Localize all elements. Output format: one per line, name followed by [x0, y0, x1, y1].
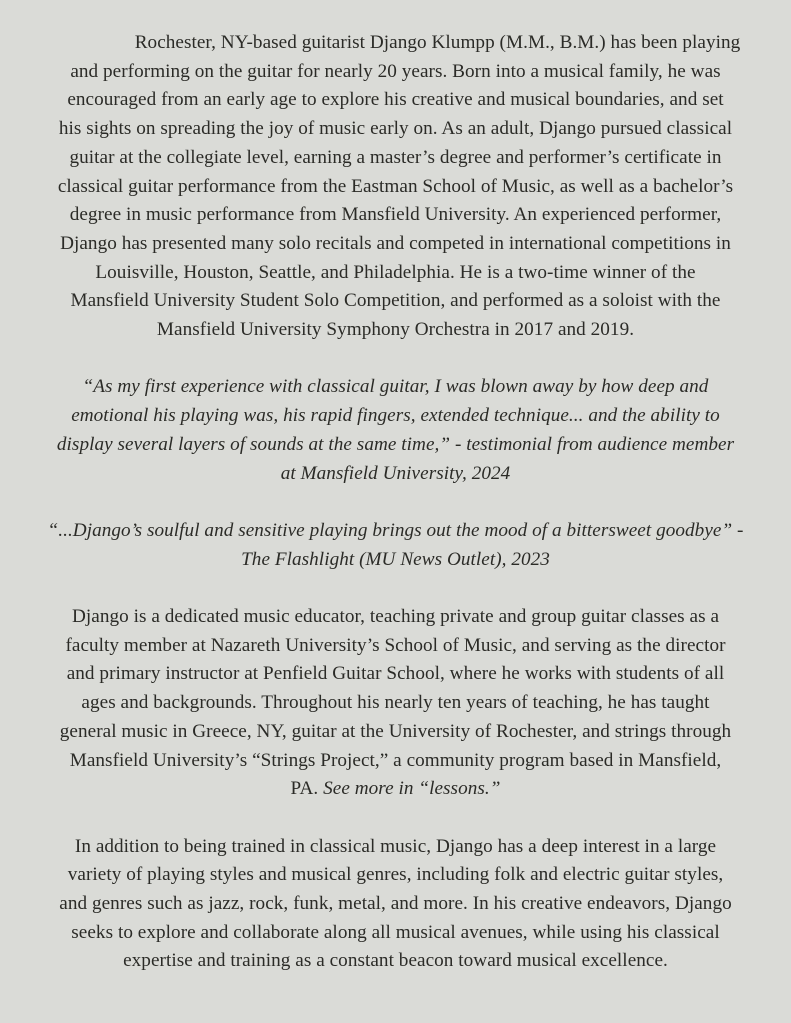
paragraph-spacer — [14, 804, 777, 833]
quote-line: “As my first experience with classical guitar, I was blown away by how deep and — [82, 376, 709, 398]
text-line: ages and backgrounds. Throughout his nearly ten years of teaching, he has taught — [81, 692, 710, 714]
text-line: variety of playing styles and musical genres, including folk and electric guitar styles, — [67, 864, 724, 886]
text-line: and performing on the guitar for nearly 20 years. Born into a musical family, he was — [70, 60, 721, 82]
quote-line: The Flashlight (MU News Outlet), 2023 — [241, 548, 550, 570]
paragraph-spacer — [14, 345, 777, 374]
text-line: guitar at the collegiate level, earning a master’s degree and performer’s certificate in — [69, 146, 722, 168]
educator-paragraph — [14, 603, 777, 804]
paragraph-spacer — [14, 488, 777, 517]
text-line: Django has presented many solo recitals and competed in international competitions in — [60, 232, 731, 254]
text-line: Rochester, NY-based guitarist Django Klumpp (M.M., B.M.) has been playing — [134, 32, 741, 53]
text-fragment: PA. — [290, 778, 319, 800]
text-line: Mansfield University Symphony Orchestra in 2017 and 2019. — [156, 319, 635, 341]
lessons-link[interactable]: See more in “lessons.” — [323, 778, 501, 800]
text-line: classical guitar performance from the Eastman School of Music, as well as a bachelor’s — [57, 175, 734, 197]
text-line: Mansfield University Student Solo Competition, and performed as a soloist with the — [70, 290, 721, 312]
text-line: and primary instructor at Penfield Guitar School, where he works with students of all — [66, 663, 725, 685]
text-line: seeks to explore and collaborate along all musical avenues, while using his classical — [71, 921, 720, 943]
text-line: and genres such as jazz, rock, funk, metal, and more. In his creative endeavors, Django — [59, 893, 732, 915]
text-line: Louisville, Houston, Seattle, and Philadelphia. He is a two-time winner of the — [95, 261, 696, 283]
text-line: expertise and training as a constant beacon toward musical excellence. — [123, 950, 668, 972]
paragraph-spacer — [14, 574, 777, 603]
text-line: faculty member at Nazareth University’s School of Music, and serving as the director — [65, 634, 726, 656]
text-line: general music in Greece, NY, guitar at the University of Rochester, and strings through — [59, 720, 732, 742]
text-line: his sights on spreading the joy of music early on. As an adult, Django pursued classical — [58, 118, 733, 140]
quote-line: at Mansfield University, 2024 — [280, 462, 511, 484]
styles-paragraph — [14, 833, 777, 977]
quote-line: “...Django’s soulful and sensitive playing brings out the mood of a bittersweet goodbye” - — [47, 519, 744, 541]
text-line: encouraged from an early age to explore his creative and musical boundaries, and set — [67, 89, 724, 111]
text-line: Mansfield University’s “Strings Project,” a community program based in Mansfield, — [69, 749, 722, 771]
quote-line: emotional his playing was, his rapid fingers, extended technique... and the ability to — [71, 405, 720, 427]
audience-testimonial-quote — [14, 373, 777, 488]
text-line: Django is a dedicated music educator, teaching private and group guitar classes as a — [71, 606, 720, 628]
press-quote — [14, 517, 777, 574]
bio-intro-paragraph — [14, 29, 777, 345]
quote-line: display several layers of sounds at the same time,” - testimonial from audience member — [56, 433, 735, 455]
text-line: In addition to being trained in classical music, Django has a deep interest in a large — [74, 835, 717, 857]
text-line — [14, 775, 777, 804]
text-line: degree in music performance from Mansfield University. An experienced performer, — [69, 204, 722, 226]
